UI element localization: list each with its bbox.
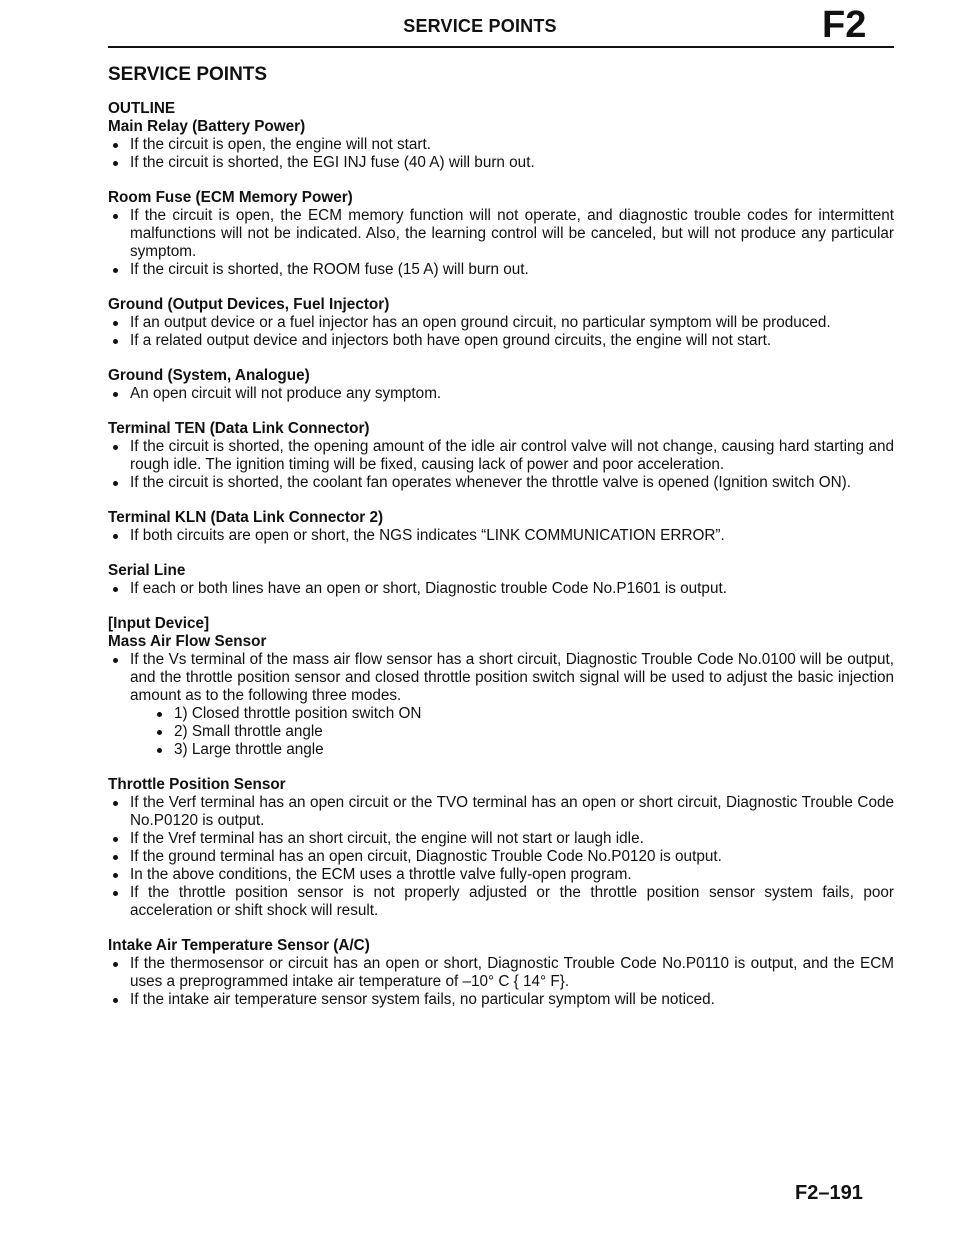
bullet-item: If the circuit is shorted, the ROOM fuse (15 A) will burn out.: [108, 261, 894, 279]
bullet-list: [108, 385, 894, 403]
input-device-heading: [Input Device]: [108, 615, 210, 632]
bullet-list: [108, 955, 894, 1009]
bullet-item: If an output device or a fuel injector has an open ground circuit, no particular symptom will be produced.: [108, 314, 894, 332]
section-title: Ground (Output Devices, Fuel Injector): [108, 296, 390, 313]
section-title: Terminal KLN (Data Link Connector 2): [108, 509, 384, 526]
bullet-item: An open circuit will not produce any symptom.: [108, 385, 894, 403]
section-title: Terminal TEN (Data Link Connector): [108, 420, 370, 437]
section-intake-air-temperature: [108, 937, 894, 1009]
bullet-item: [108, 651, 894, 759]
bullet-item: If the circuit is shorted, the opening amount of the idle air control valve will not change, causing hard starting and rough idle. The ignition timing will be fixed, causing lack of power and poor acceleration.: [108, 438, 894, 474]
bullet-item: If the Vref terminal has an short circuit, the engine will not start or laugh idle.: [108, 830, 894, 848]
bullet-item: If the ground terminal has an open circuit, Diagnostic Trouble Code No.P0120 is output.: [108, 848, 894, 866]
bullet-list: [108, 651, 894, 759]
bullet-item: If each or both lines have an open or short, Diagnostic trouble Code No.P1601 is output.: [108, 580, 894, 598]
page-title: SERVICE POINTS: [108, 64, 268, 85]
bullet-item: If both circuits are open or short, the NGS indicates “LINK COMMUNICATION ERROR”.: [108, 527, 894, 545]
section-terminal-kln: [108, 509, 894, 545]
bullet-list: [108, 580, 894, 598]
bullet-list: [108, 527, 894, 545]
bullet-item: If the throttle position sensor is not properly adjusted or the throttle position sensor system fails, poor acceleration or shift shock will result.: [108, 884, 894, 920]
bullet-item: If a related output device and injectors both have open ground circuits, the engine will not start.: [108, 332, 894, 350]
section-title: Intake Air Temperature Sensor (A/C): [108, 937, 370, 954]
mode-item: 3) Large throttle angle: [152, 741, 894, 759]
section-title: Throttle Position Sensor: [108, 776, 286, 793]
bullet-item: In the above conditions, the ECM uses a throttle valve fully-open program.: [108, 866, 894, 884]
section-title: Mass Air Flow Sensor: [108, 633, 267, 650]
header-title: SERVICE POINTS: [403, 16, 557, 36]
bullet-list: [108, 794, 894, 920]
section-serial-line: [108, 562, 894, 598]
section-main-relay: [108, 100, 894, 172]
section-title: Ground (System, Analogue): [108, 367, 310, 384]
bullet-list: [108, 314, 894, 350]
bullet-item: If the intake air temperature sensor system fails, no particular symptom will be noticed.: [108, 991, 894, 1009]
bullet-item: If the thermosensor or circuit has an open or short, Diagnostic Trouble Code No.P0110 is output, and the ECM uses a preprogrammed intake air temperature of –10° C { 14° F}.: [108, 955, 894, 991]
mode-list: [130, 705, 894, 759]
section-title: Main Relay (Battery Power): [108, 118, 306, 135]
header-section-code: F2: [822, 4, 867, 46]
bullet-text: If the Vs terminal of the mass air flow sensor has a short circuit, Diagnostic Trouble Code No.0100 will be output, and the throttle position sensor and closed throttle position switch signal will be used to adjust the basic injection amount as to the following three modes.: [130, 651, 894, 704]
section-throttle-position: [108, 776, 894, 920]
bullet-list: [108, 438, 894, 492]
bullet-item: If the Verf terminal has an open circuit or the TVO terminal has an open or short circuit, Diagnostic Trouble Code No.P0120 is output.: [108, 794, 894, 830]
section-ground-system: [108, 367, 894, 403]
bullet-item: If the circuit is open, the engine will not start.: [108, 136, 894, 154]
section-mass-air-flow: [108, 615, 894, 759]
mode-item: 2) Small throttle angle: [152, 723, 894, 741]
section-title: Serial Line: [108, 562, 186, 579]
bullet-list: [108, 207, 894, 279]
bullet-list: [108, 136, 894, 172]
section-terminal-ten: [108, 420, 894, 492]
bullet-item: If the circuit is shorted, the coolant fan operates whenever the throttle valve is opened (Ignition switch ON).: [108, 474, 894, 492]
section-title: Room Fuse (ECM Memory Power): [108, 189, 353, 206]
section-room-fuse: [108, 189, 894, 279]
header-rule: [108, 46, 894, 48]
mode-item: 1) Closed throttle position switch ON: [152, 705, 894, 723]
bullet-item: If the circuit is shorted, the EGI INJ fuse (40 A) will burn out.: [108, 154, 894, 172]
bullet-item: If the circuit is open, the ECM memory function will not operate, and diagnostic trouble codes for intermittent malfunctions will not be indicated. Also, the learning control will be canceled, but will not produce any particular symptom.: [108, 207, 894, 261]
page-number: F2–191: [795, 1182, 863, 1204]
document-body: [108, 62, 894, 1026]
outline-heading: OUTLINE: [108, 100, 176, 117]
section-ground-output: [108, 296, 894, 350]
